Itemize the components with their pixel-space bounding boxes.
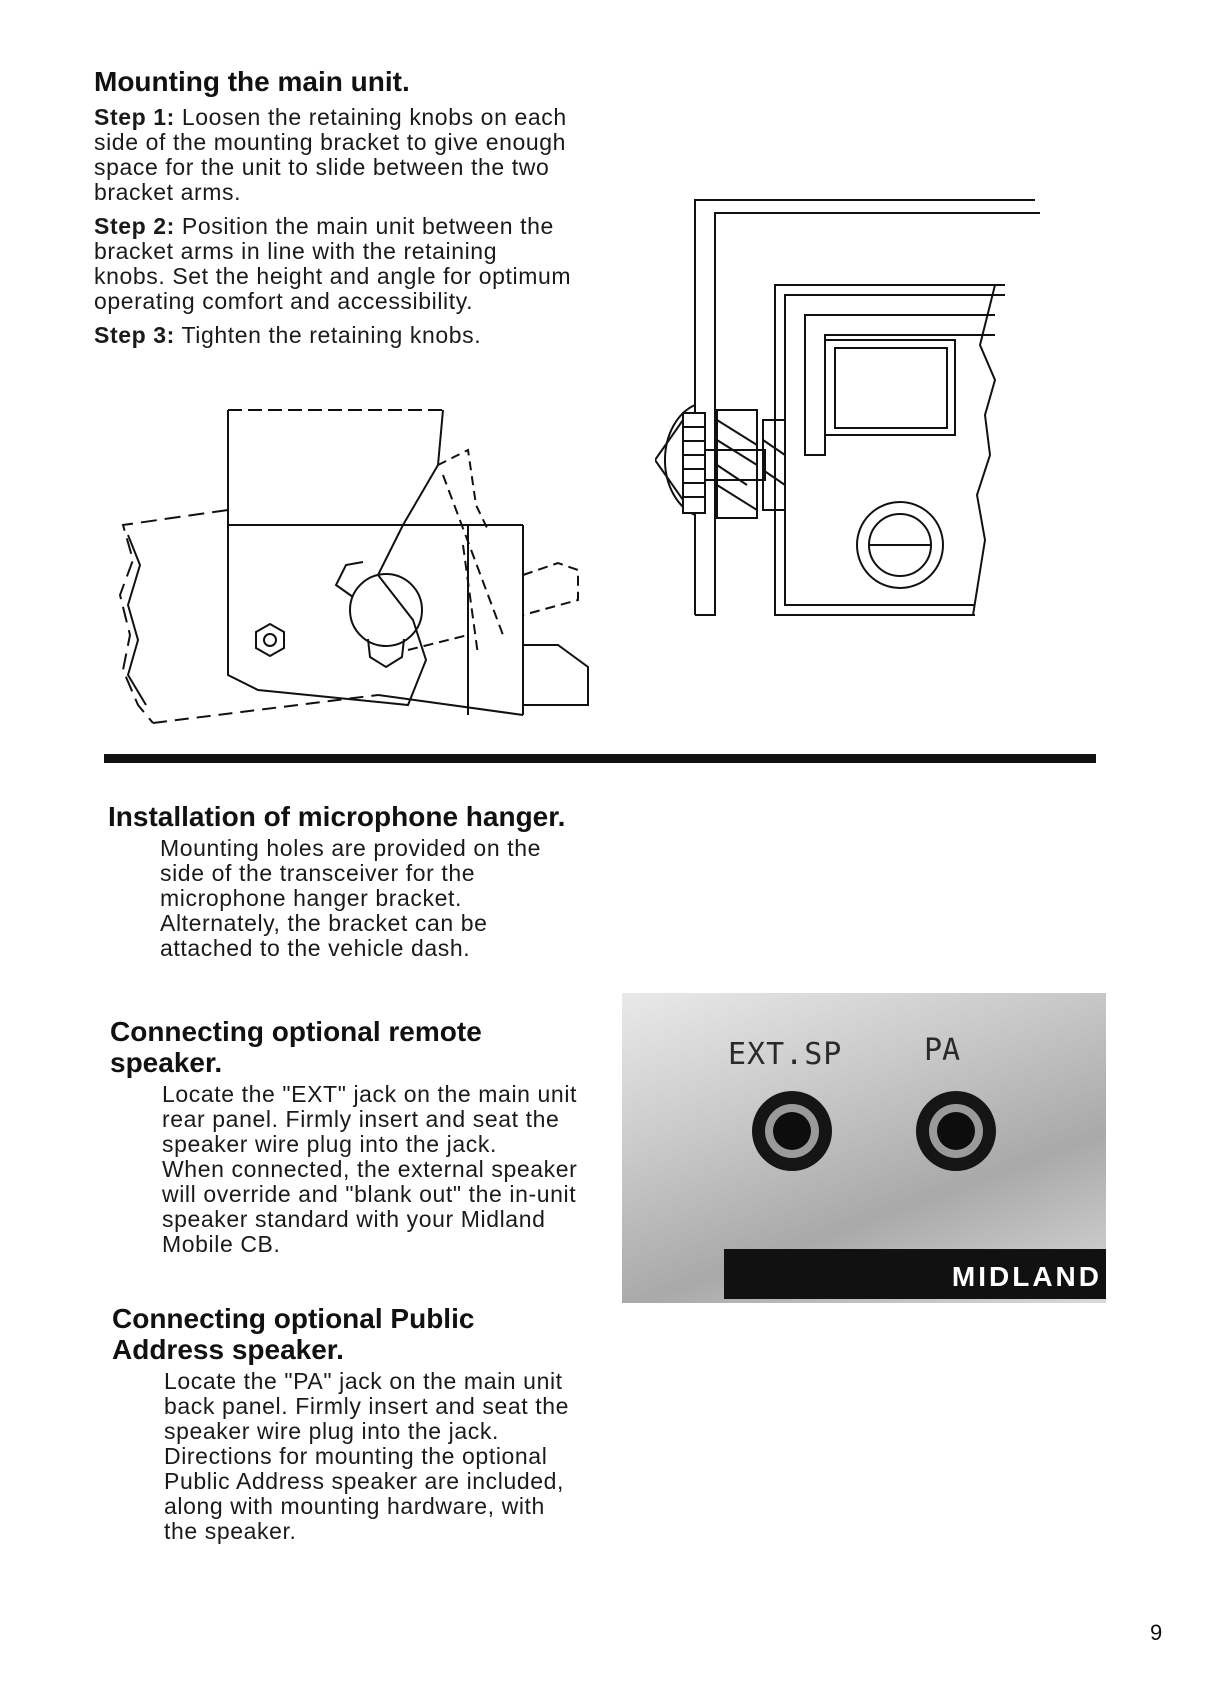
paragraph-public-address-1: Locate the "PA" jack on the main unit back panel. Firmly insert and seat the speaker wire plug into the jack. — [164, 1368, 570, 1444]
rear-panel-photo — [622, 993, 1106, 1303]
paragraph-remote-speaker-1: Locate the "EXT" jack on the main unit rear panel. Firmly insert and seat the speaker wire plug into the jack. — [162, 1081, 578, 1157]
section-microphone-hanger — [108, 801, 578, 961]
step-2 — [94, 214, 574, 314]
bracket-cross-section-diagram — [655, 195, 1055, 635]
paragraph-microphone-hanger: Mounting holes are provided on the side of the transceiver for the microphone hanger bracket. Alternately, the bracket can be attached to the vehicle dash. — [160, 835, 541, 961]
page-number: 9 — [1150, 1620, 1163, 1645]
step-2-label: Step 2: — [94, 213, 175, 239]
step-1-label: Step 1: — [94, 104, 175, 130]
step-2-text: Position the main unit between the bracket arms in line with the retaining knobs. Set the height and angle for optimum operating comfort and accessibility. — [94, 213, 572, 314]
paragraph-public-address-2: Directions for mounting the optional Public Address speaker are included, along with mounting hardware, with the speaker. — [164, 1443, 565, 1544]
pa-label: PA — [924, 1033, 961, 1068]
section-remote-speaker — [110, 1016, 590, 1257]
section-divider-rule — [104, 754, 1096, 763]
midland-logo: MIDLAND — [951, 1261, 1102, 1292]
step-3 — [94, 323, 574, 348]
step-1 — [94, 105, 574, 205]
ext-sp-label: EXT.SP — [728, 1037, 843, 1072]
midland-logo-bar — [724, 1249, 1106, 1299]
heading-public-address-speaker: Connecting optional Public Address speaker. — [112, 1303, 475, 1365]
step-1-text: Loosen the retaining knobs on each side of the mounting bracket to give enough space for the unit to slide between the two bracket arms. — [94, 104, 567, 205]
heading-microphone-hanger: Installation of microphone hanger. — [108, 801, 566, 832]
step-3-text: Tighten the retaining knobs. — [181, 322, 482, 348]
step-3-label: Step 3: — [94, 322, 175, 348]
pa-jack — [916, 1091, 996, 1171]
heading-mounting-main-unit: Mounting the main unit. — [94, 66, 410, 97]
paragraph-remote-speaker-2: When connected, the external speaker will override and "blank out" the in-unit speaker standard with your Midland Mobile CB. — [162, 1156, 578, 1257]
section-mounting-main-unit — [94, 66, 574, 357]
bracket-side-view-diagram — [108, 405, 598, 735]
section-public-address-speaker — [112, 1303, 582, 1544]
ext-sp-jack — [752, 1091, 832, 1171]
heading-remote-speaker: Connecting optional remote speaker. — [110, 1016, 482, 1078]
